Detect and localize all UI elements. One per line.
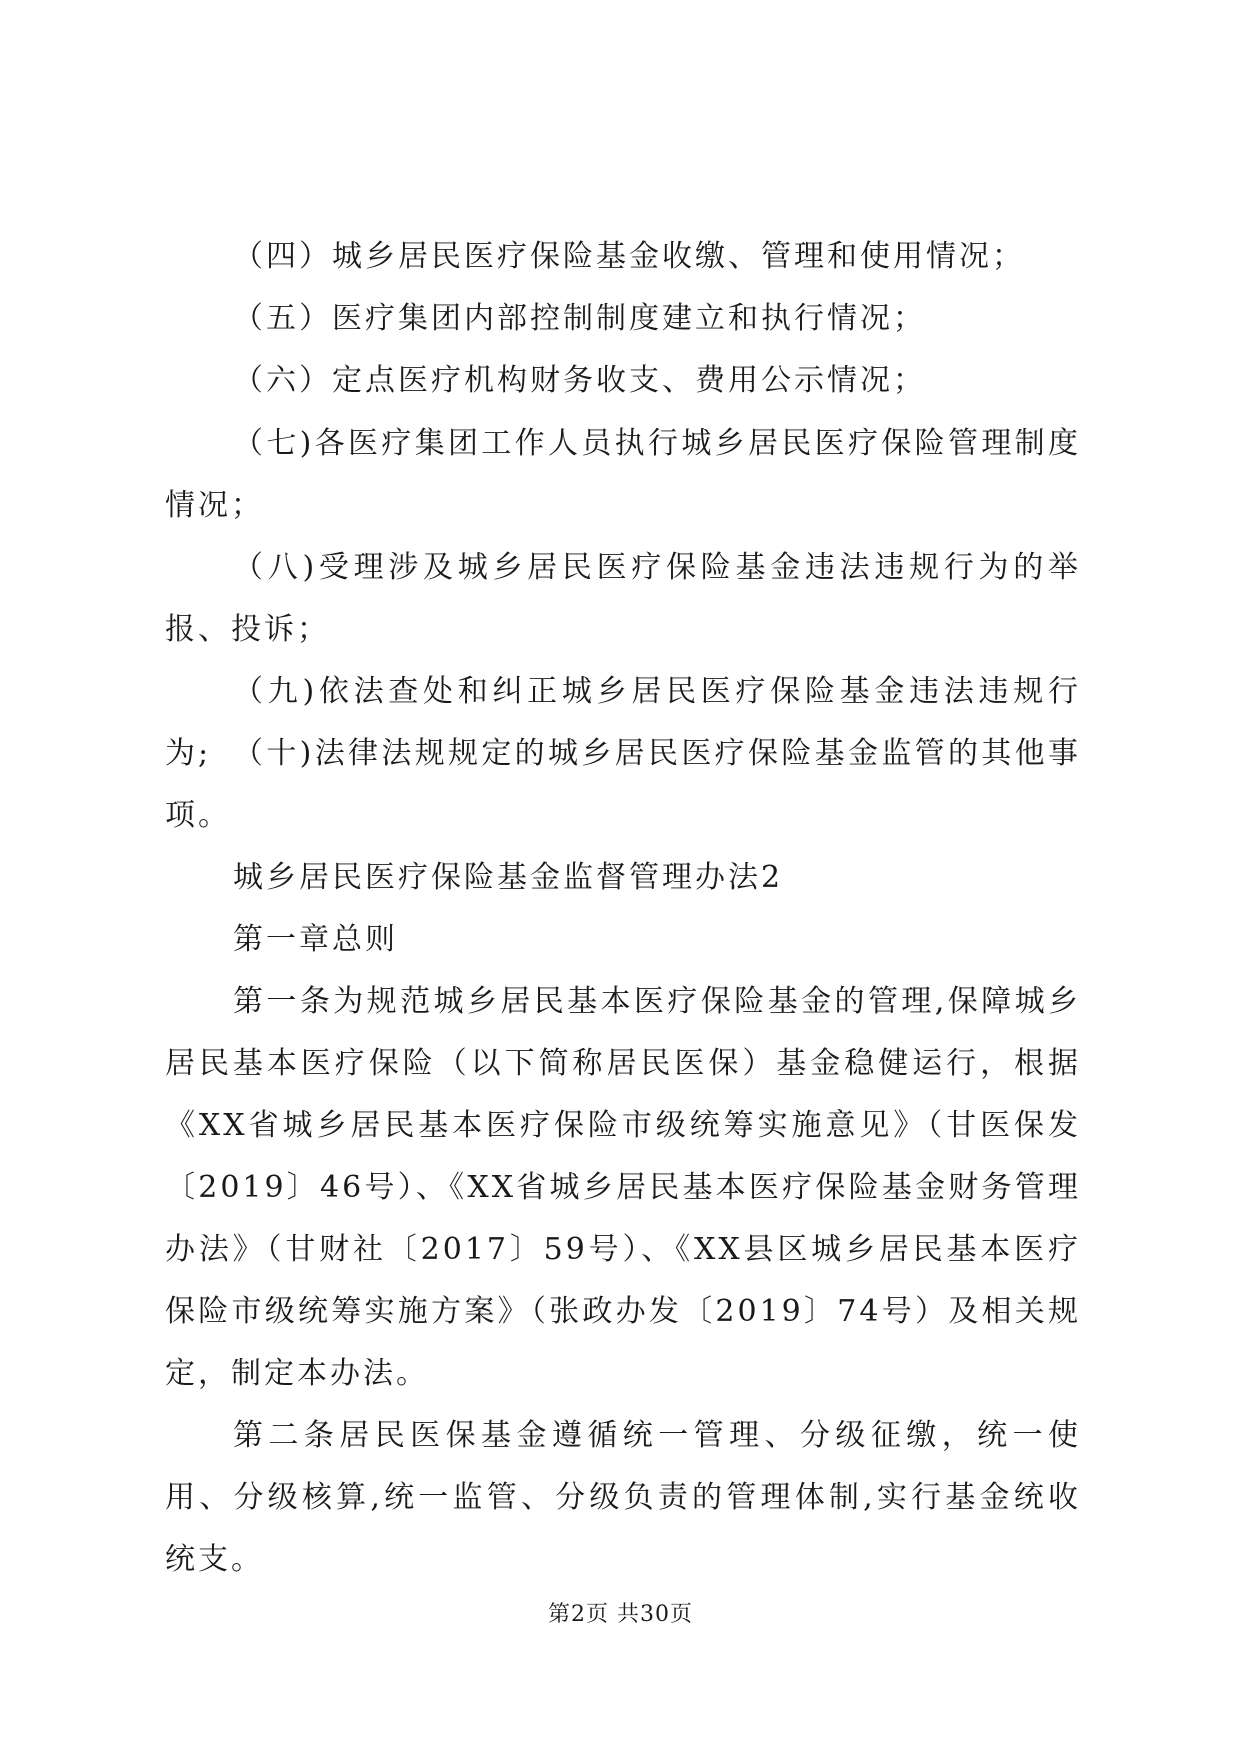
- paragraph-item-6: （六）定点医疗机构财务收支、费用公示情况；: [233, 363, 926, 398]
- page-footer: 第2页 共30页: [548, 1602, 693, 1627]
- paragraph-item-5: （五）医疗集团内部控制制度建立和执行情况；: [233, 301, 926, 336]
- chapter-heading: 第一章总则: [233, 922, 398, 957]
- paragraph-item-4: （四）城乡居民医疗保险基金收缴、管理和使用情况；: [233, 239, 1025, 274]
- paragraph-item-10: （十)法律法规规定的城乡居民医疗保险基金监管的其他事项。: [165, 736, 1081, 833]
- article-1: 第一条为规范城乡居民基本医疗保险基金的管理,保障城乡居民基本医疗保险（以下简称居民医保）基金稳健运行，根据《XX省城乡居民基本医疗保险市级统筹实施意见》（甘医保发〔2019〕46号）、《XX省城乡居民基本医疗保险基金财务管理办法》（甘财社〔2017〕59号）、《XX县区城乡居民基本医疗保险市级统筹实施方案》（张政办发〔2019〕74号）及相关规定，制定本办法。: [165, 984, 1081, 1391]
- document-title: 城乡居民医疗保险基金监督管理办法2: [233, 860, 784, 895]
- paragraph-item-8: （八)受理涉及城乡居民医疗保险基金违法违规行为的举报、投诉；: [165, 550, 1081, 647]
- paragraph-item-9: （九)依法查处和纠正城乡居民医疗保险基金违法违规行为;: [165, 674, 1081, 771]
- paragraph-item-7: （七)各医疗集团工作人员执行城乡居民医疗保险管理制度情况；: [165, 426, 1081, 523]
- article-2: 第二条居民医保基金遵循统一管理、分级征缴，统一使用、分级核算,统一监管、分级负责的管理体制,实行基金统收统支。: [165, 1418, 1081, 1577]
